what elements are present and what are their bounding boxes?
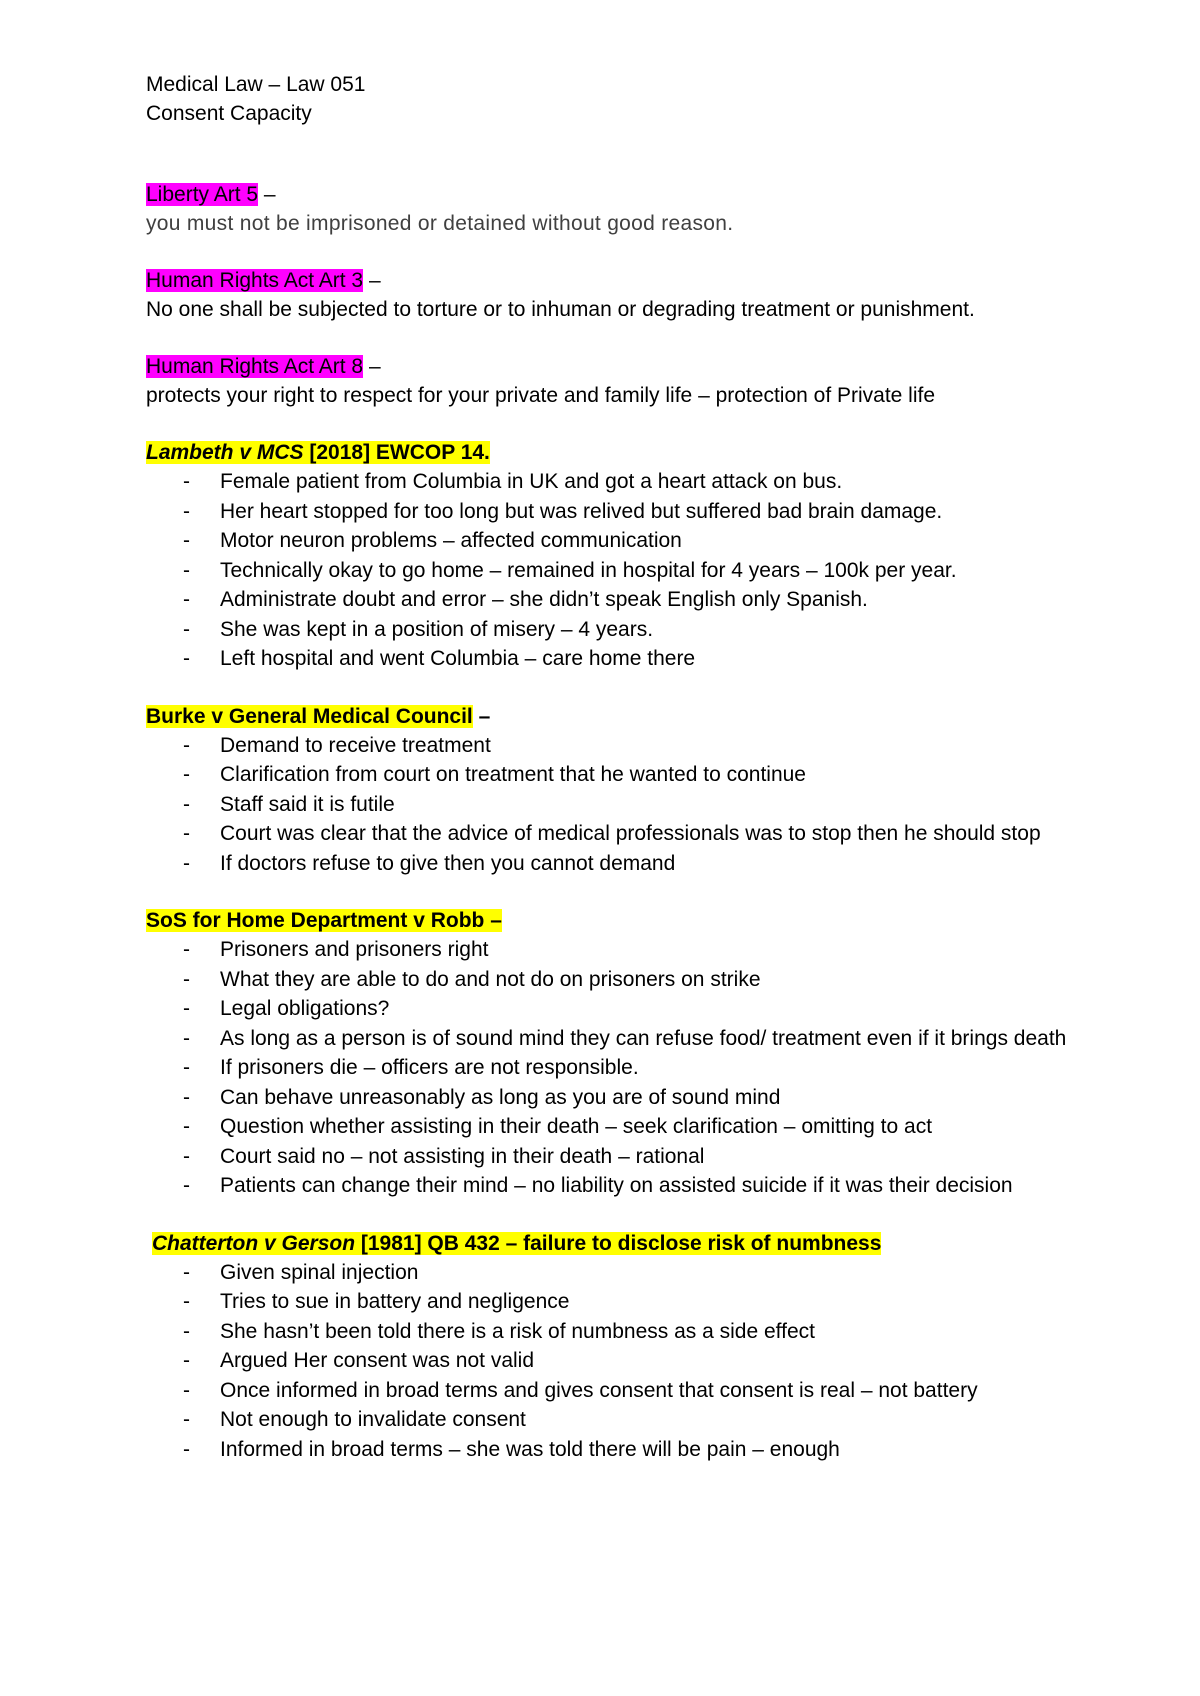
bullet-point: - Informed in broad terms – she was told there will be pain – enough	[146, 1435, 1086, 1465]
spacer	[146, 238, 1086, 266]
bullet-point: - Demand to receive treatment	[146, 731, 1086, 761]
spacer	[146, 1201, 1086, 1229]
bullet-point: - Question whether assisting in their death – seek clarification – omitting to act	[146, 1112, 1086, 1142]
case-heading-chatterton	[146, 1229, 1086, 1258]
case-heading-burke	[146, 702, 1086, 731]
case-points-robb	[146, 935, 1086, 1201]
bullet-point: - She hasn’t been told there is a risk of numbness as a side effect	[146, 1317, 1086, 1347]
bullet-point: - Left hospital and went Columbia – care home there	[146, 644, 1086, 674]
case-points-chatterton	[146, 1258, 1086, 1465]
course-title: Medical Law – Law 051	[146, 73, 366, 96]
case-name: Burke v General Medical Council	[146, 704, 473, 728]
right-text: protects your right to respect for your private and family life – protection of Private life	[146, 384, 936, 407]
case-suffix: –	[484, 909, 502, 932]
right-suffix: –	[258, 183, 276, 206]
spacer	[146, 410, 1086, 438]
bullet-point: - Argued Her consent was not valid	[146, 1346, 1086, 1376]
right-text: you must not be imprisoned or detained without good reason.	[146, 212, 734, 235]
spacer	[146, 878, 1086, 906]
right-suffix: –	[363, 355, 381, 378]
case-citation: [2018] EWCOP 14.	[303, 441, 490, 464]
bullet-point: - Given spinal injection	[146, 1258, 1086, 1288]
topic-title: Consent Capacity	[146, 102, 312, 125]
right-text: No one shall be subjected to torture or to inhuman or degrading treatment or punishment.	[146, 298, 975, 321]
case-name: SoS for Home Department v Robb	[146, 909, 485, 932]
bullet-point: - Female patient from Columbia in UK and got a heart attack on bus.	[146, 467, 1086, 497]
case-name: Chatterton v Gerson	[152, 1231, 356, 1255]
bullet-point: - Her heart stopped for too long but was relived but suffered bad brain damage.	[146, 497, 1086, 527]
bullet-point: - Court said no – not assisting in their death – rational	[146, 1142, 1086, 1172]
bullet-point: - As long as a person is of sound mind they can refuse food/ treatment even if it brings death	[146, 1024, 1086, 1054]
spacer	[146, 128, 1086, 180]
bullet-point: - Motor neuron problems – affected communication	[146, 526, 1086, 556]
bullet-point: - Clarification from court on treatment that he wanted to continue	[146, 760, 1086, 790]
bullet-point: - Patients can change their mind – no liability on assisted suicide if it was their decision	[146, 1171, 1086, 1201]
bullet-point: - Can behave unreasonably as long as you are of sound mind	[146, 1083, 1086, 1113]
right-heading-art8	[146, 352, 1086, 381]
bullet-point: - Tries to sue in battery and negligence	[146, 1287, 1086, 1317]
bullet-point: - Staff said it is futile	[146, 790, 1086, 820]
right-suffix: –	[363, 269, 381, 292]
case-points-lambeth	[146, 467, 1086, 674]
right-heading-art3	[146, 266, 1086, 295]
bullet-point: - What they are able to do and not do on prisoners on strike	[146, 965, 1086, 995]
bullet-point: - Technically okay to go home – remained in hospital for 4 years – 100k per year.	[146, 556, 1086, 586]
right-title: Human Rights Act Art 3	[146, 269, 364, 292]
bullet-point: - Prisoners and prisoners right	[146, 935, 1086, 965]
document-page	[146, 70, 1086, 1464]
bullet-point: - If prisoners die – officers are not responsible.	[146, 1053, 1086, 1083]
case-points-burke	[146, 731, 1086, 879]
spacer	[146, 674, 1086, 702]
right-heading-liberty	[146, 180, 1086, 209]
case-heading-lambeth	[146, 438, 1086, 467]
case-suffix: –	[472, 704, 491, 728]
spacer	[146, 324, 1086, 352]
bullet-point: - Once informed in broad terms and gives consent that consent is real – not battery	[146, 1376, 1086, 1406]
bullet-point: - If doctors refuse to give then you cannot demand	[146, 849, 1086, 879]
case-heading-robb	[146, 906, 1086, 935]
bullet-point: - Legal obligations?	[146, 994, 1086, 1024]
bullet-point: - Not enough to invalidate consent	[146, 1405, 1086, 1435]
bullet-point: - She was kept in a position of misery – 4 years.	[146, 615, 1086, 645]
case-citation: [1981] QB 432 – failure to disclose risk of numbness	[355, 1231, 882, 1255]
right-title: Liberty Art 5	[146, 183, 259, 206]
bullet-point: - Administrate doubt and error – she didn’t speak English only Spanish.	[146, 585, 1086, 615]
case-name: Lambeth v MCS	[146, 441, 304, 464]
right-title: Human Rights Act Art 8	[146, 355, 364, 378]
bullet-point: - Court was clear that the advice of medical professionals was to stop then he should stop	[146, 819, 1086, 849]
